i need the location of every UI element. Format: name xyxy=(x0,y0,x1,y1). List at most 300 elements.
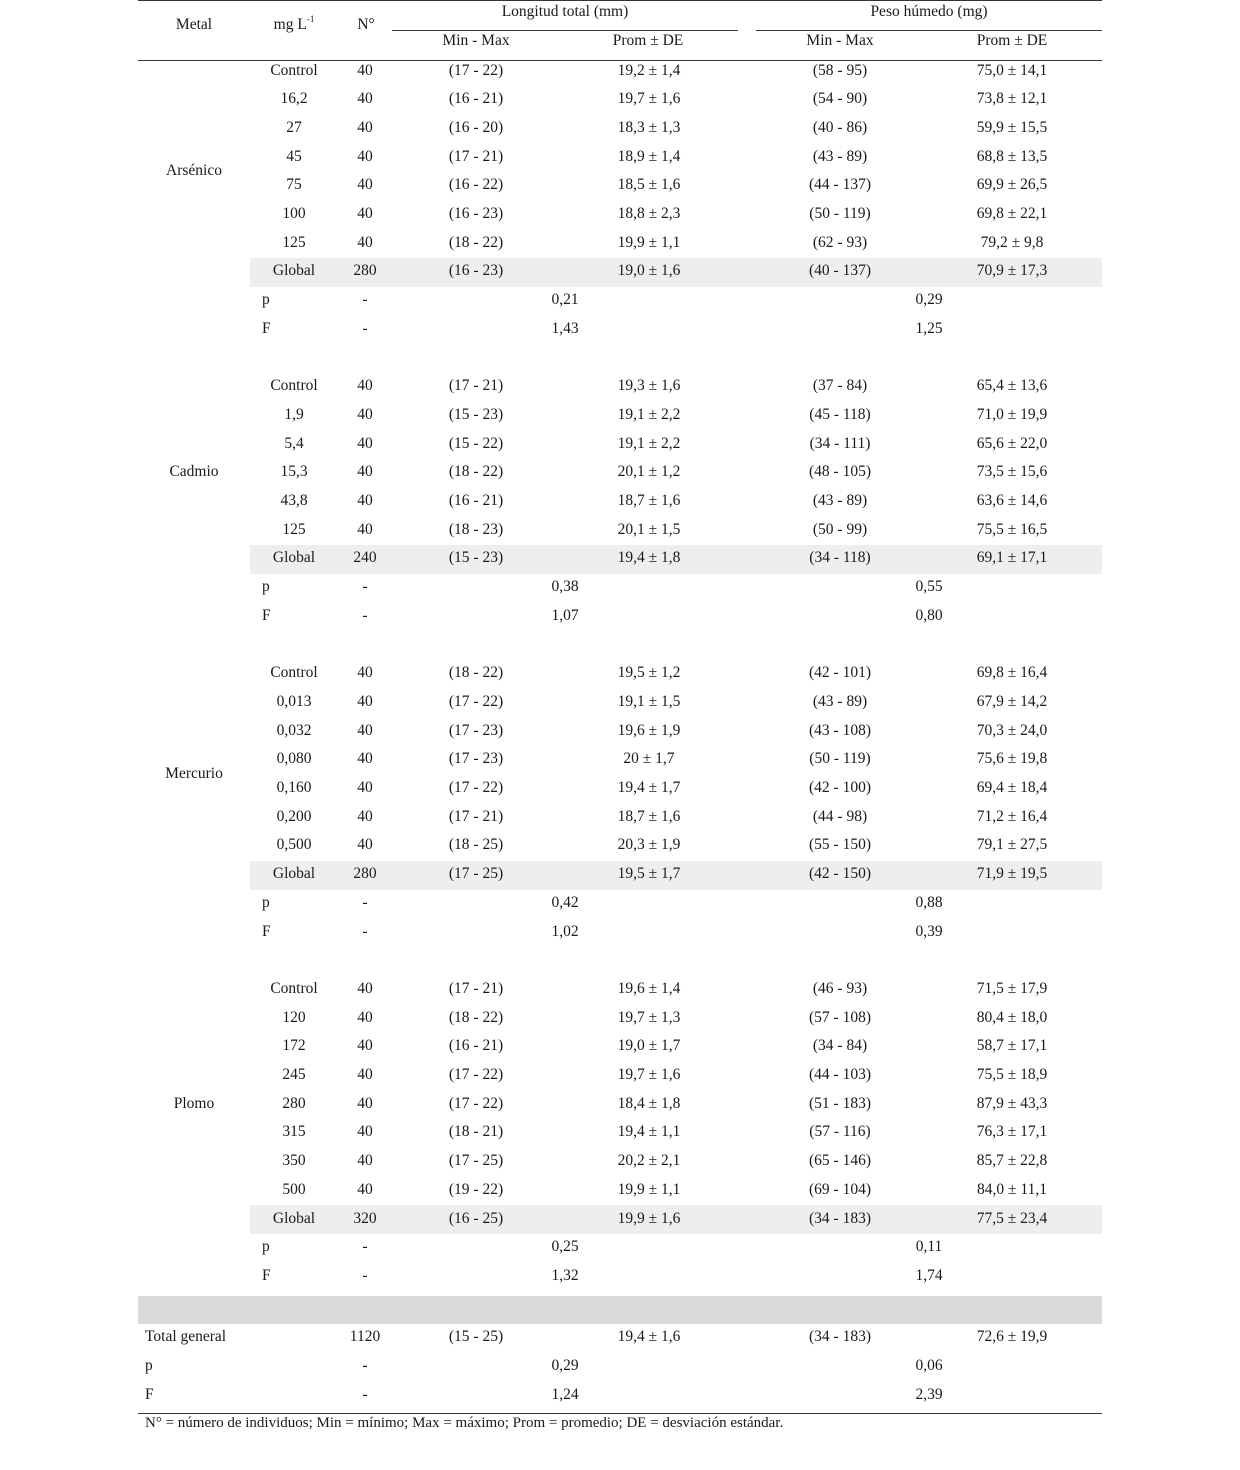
conc-cell: 0,032 xyxy=(276,721,312,739)
conc-cell: 0,160 xyxy=(276,779,312,796)
f-row xyxy=(138,1381,1102,1410)
table-row xyxy=(138,774,1102,803)
weight-range-cell: (42 - 150) xyxy=(809,865,871,883)
f-label: F xyxy=(262,922,271,940)
length-range-cell: (16 - 20) xyxy=(448,118,504,136)
table-row xyxy=(138,659,1102,688)
weight-mean-cell: 69,8 ± 16,4 xyxy=(976,664,1048,682)
global-row xyxy=(138,257,1102,286)
p-row xyxy=(138,889,1102,918)
weight-range-cell: (40 - 137) xyxy=(809,262,871,280)
f-row xyxy=(138,315,1102,344)
conc-cell: 0,080 xyxy=(276,750,312,768)
conc-cell: 172 xyxy=(282,1037,306,1055)
n-cell: 40 xyxy=(357,1180,373,1198)
global-label: Global xyxy=(272,1209,316,1227)
n-cell: - xyxy=(362,319,368,337)
length-range-cell: (16 - 21) xyxy=(448,90,504,108)
total-row xyxy=(138,1323,1102,1352)
metal-label: Plomo xyxy=(173,1094,215,1112)
length-mean-cell: 20,1 ± 1,5 xyxy=(617,520,681,538)
conc-cell: 27 xyxy=(286,118,302,136)
length-range-cell: (19 - 22) xyxy=(448,1180,504,1198)
weight-p-value: 0,55 xyxy=(915,578,943,596)
global-row xyxy=(138,860,1102,889)
total-label: Total general xyxy=(145,1328,227,1346)
n-cell: 40 xyxy=(357,405,373,423)
header-conc-sup: -1 xyxy=(306,14,315,24)
table-row xyxy=(138,831,1102,860)
n-cell: 40 xyxy=(357,664,373,682)
global-label: Global xyxy=(272,865,316,883)
weight-range-cell: (44 - 98) xyxy=(812,807,868,825)
weight-f-value: 0,39 xyxy=(915,922,943,940)
conc-cell: 100 xyxy=(282,205,306,222)
weight-mean-cell: 73,8 ± 12,1 xyxy=(976,90,1048,108)
length-mean-cell: 19,5 ± 1,2 xyxy=(617,664,681,682)
length-mean-cell: 19,1 ± 1,5 xyxy=(617,692,681,710)
length-mean-cell: 19,6 ± 1,4 xyxy=(617,979,681,997)
table-row xyxy=(138,1032,1102,1061)
header-l-minmax: Min - Max xyxy=(442,32,510,49)
weight-mean-cell: 67,9 ± 14,2 xyxy=(976,692,1048,710)
weight-mean-cell: 71,5 ± 17,9 xyxy=(976,979,1048,997)
length-range-cell: (17 - 23) xyxy=(448,721,504,739)
n-cell: 280 xyxy=(353,865,377,883)
table-row xyxy=(138,1118,1102,1147)
weight-mean-cell: 69,9 ± 26,5 xyxy=(976,176,1048,194)
weight-range-cell: (51 - 183) xyxy=(809,1094,871,1112)
weight-p-value: 0,88 xyxy=(915,893,943,911)
length-mean-cell: 19,2 ± 1,4 xyxy=(617,61,681,79)
weight-mean-cell: 71,9 ± 19,5 xyxy=(976,865,1048,883)
weight-range-cell: (57 - 108) xyxy=(809,1008,871,1026)
f-label: F xyxy=(262,606,271,624)
weight-mean-cell: 72,6 ± 19,9 xyxy=(976,1328,1048,1346)
table-row xyxy=(138,1090,1102,1119)
n-cell: 40 xyxy=(357,434,373,452)
header-p-minmax: Min - Max xyxy=(806,32,874,49)
length-mean-cell: 20,1 ± 1,2 xyxy=(617,463,681,481)
conc-cell: Control xyxy=(270,377,318,395)
weight-f-value: 2,39 xyxy=(915,1385,943,1403)
p-label: p xyxy=(262,578,270,596)
n-cell: 40 xyxy=(357,492,373,509)
weight-range-cell: (42 - 101) xyxy=(809,664,871,682)
conc-cell: 280 xyxy=(282,1094,306,1112)
length-range-cell: (16 - 21) xyxy=(448,1037,504,1055)
n-cell: 280 xyxy=(353,262,377,280)
weight-range-cell: (34 - 183) xyxy=(809,1328,871,1346)
table-row xyxy=(138,229,1102,258)
n-cell: 40 xyxy=(357,1037,373,1055)
weight-mean-cell: 58,7 ± 17,1 xyxy=(976,1037,1048,1055)
length-mean-cell: 20,3 ± 1,9 xyxy=(617,836,681,854)
f-label: F xyxy=(145,1385,154,1403)
length-mean-cell: 19,1 ± 2,2 xyxy=(617,434,681,452)
length-mean-cell: 18,9 ± 1,4 xyxy=(617,147,681,165)
weight-range-cell: (50 - 119) xyxy=(809,205,871,222)
header-l-promde: Prom ± DE xyxy=(612,32,684,49)
length-mean-cell: 19,0 ± 1,6 xyxy=(617,262,681,280)
n-cell: 40 xyxy=(357,1123,373,1141)
bottom-rule xyxy=(138,1413,1102,1414)
length-mean-cell: 18,5 ± 1,6 xyxy=(617,176,681,194)
p-row xyxy=(138,286,1102,315)
conc-cell: 125 xyxy=(282,520,306,538)
weight-range-cell: (69 - 104) xyxy=(809,1180,871,1198)
length-mean-cell: 19,3 ± 1,6 xyxy=(617,377,681,395)
n-cell: 40 xyxy=(357,61,373,79)
table-row xyxy=(138,430,1102,459)
weight-range-cell: (43 - 89) xyxy=(812,147,868,165)
weight-range-cell: (43 - 89) xyxy=(812,492,868,509)
length-range-cell: (16 - 21) xyxy=(448,492,504,509)
n-cell: 40 xyxy=(357,1094,373,1112)
n-cell: 40 xyxy=(357,118,373,136)
weight-mean-cell: 73,5 ± 15,6 xyxy=(976,463,1048,481)
conc-cell: 75 xyxy=(286,176,302,194)
weight-mean-cell: 75,6 ± 19,8 xyxy=(976,750,1048,768)
weight-mean-cell: 87,9 ± 43,3 xyxy=(976,1094,1048,1112)
length-range-cell: (17 - 22) xyxy=(448,779,504,796)
weight-mean-cell: 77,5 ± 23,4 xyxy=(976,1209,1048,1227)
length-mean-cell: 19,4 ± 1,1 xyxy=(617,1123,681,1141)
table-row xyxy=(138,57,1102,86)
length-mean-cell: 18,8 ± 2,3 xyxy=(617,205,681,222)
length-range-cell: (18 - 22) xyxy=(448,1008,504,1026)
weight-range-cell: (37 - 84) xyxy=(812,377,868,395)
metal-label: Cadmio xyxy=(169,463,219,481)
weight-range-cell: (45 - 118) xyxy=(809,405,871,423)
conc-cell: 16,2 xyxy=(280,90,308,108)
weight-range-cell: (65 - 146) xyxy=(809,1152,871,1170)
table-row xyxy=(138,1004,1102,1033)
f-row xyxy=(138,1262,1102,1291)
length-range-cell: (16 - 23) xyxy=(448,205,504,222)
length-range-cell: (16 - 22) xyxy=(448,176,504,194)
weight-mean-cell: 65,6 ± 22,0 xyxy=(976,434,1048,452)
weight-mean-cell: 75,0 ± 14,1 xyxy=(976,61,1048,79)
length-range-cell: (17 - 23) xyxy=(448,750,504,768)
metal-label: Mercurio xyxy=(165,764,223,782)
weight-mean-cell: 63,6 ± 14,6 xyxy=(976,492,1048,509)
table-row xyxy=(138,143,1102,172)
length-p-value: 0,38 xyxy=(551,578,579,596)
p-row xyxy=(138,1233,1102,1262)
n-cell: 40 xyxy=(357,1008,373,1026)
header-metal: Metal xyxy=(175,16,213,33)
length-mean-cell: 19,1 ± 2,2 xyxy=(617,405,681,423)
n-cell: - xyxy=(362,922,368,940)
peso-rule xyxy=(756,30,1102,31)
weight-mean-cell: 79,2 ± 9,8 xyxy=(980,233,1044,251)
weight-f-value: 1,25 xyxy=(915,319,943,337)
conc-cell: 245 xyxy=(282,1066,306,1083)
table-row xyxy=(138,171,1102,200)
length-range-cell: (15 - 23) xyxy=(448,405,504,423)
n-cell: 40 xyxy=(357,205,373,222)
weight-mean-cell: 80,4 ± 18,0 xyxy=(976,1008,1048,1026)
weight-range-cell: (57 - 116) xyxy=(809,1123,871,1141)
table-row xyxy=(138,516,1102,545)
length-range-cell: (17 - 22) xyxy=(448,61,504,79)
weight-mean-cell: 68,8 ± 13,5 xyxy=(976,147,1048,165)
weight-mean-cell: 69,1 ± 17,1 xyxy=(976,549,1048,567)
weight-mean-cell: 69,8 ± 22,1 xyxy=(976,205,1048,222)
f-row xyxy=(138,918,1102,947)
weight-mean-cell: 79,1 ± 27,5 xyxy=(976,836,1048,854)
table-row xyxy=(138,372,1102,401)
weight-range-cell: (44 - 137) xyxy=(809,176,871,194)
weight-range-cell: (34 - 111) xyxy=(809,434,871,452)
length-range-cell: (17 - 25) xyxy=(448,1152,504,1170)
length-mean-cell: 19,7 ± 1,6 xyxy=(617,90,681,108)
weight-range-cell: (50 - 99) xyxy=(812,520,868,538)
weight-range-cell: (62 - 93) xyxy=(812,233,868,251)
table-row xyxy=(138,85,1102,114)
length-range-cell: (17 - 25) xyxy=(448,865,504,883)
length-f-value: 1,02 xyxy=(551,922,579,940)
header-conc xyxy=(250,16,338,34)
p-label: p xyxy=(262,291,270,309)
conc-cell: 350 xyxy=(282,1152,306,1170)
length-f-value: 1,07 xyxy=(551,606,579,624)
length-mean-cell: 19,5 ± 1,7 xyxy=(617,865,681,883)
n-cell: 40 xyxy=(357,692,373,710)
n-cell: 40 xyxy=(357,233,373,251)
f-row xyxy=(138,602,1102,631)
length-range-cell: (18 - 22) xyxy=(448,463,504,481)
weight-mean-cell: 71,2 ± 16,4 xyxy=(976,807,1048,825)
conc-cell: Control xyxy=(270,979,318,997)
global-row xyxy=(138,544,1102,573)
length-range-cell: (17 - 21) xyxy=(448,979,504,997)
length-range-cell: (17 - 22) xyxy=(448,692,504,710)
conc-cell: 43,8 xyxy=(280,492,308,509)
n-cell: 40 xyxy=(357,520,373,538)
separator-bar xyxy=(138,1296,1102,1324)
n-cell: 40 xyxy=(357,377,373,395)
table-row xyxy=(138,975,1102,1004)
length-f-value: 1,32 xyxy=(551,1266,579,1284)
n-cell: 40 xyxy=(357,750,373,768)
conc-cell: Control xyxy=(270,61,318,79)
n-cell: - xyxy=(362,291,368,309)
n-cell: 40 xyxy=(357,147,373,165)
length-mean-cell: 19,0 ± 1,7 xyxy=(617,1037,681,1055)
weight-f-value: 1,74 xyxy=(915,1266,943,1284)
n-cell: 40 xyxy=(357,176,373,194)
n-cell: 40 xyxy=(357,463,373,481)
weight-range-cell: (46 - 93) xyxy=(812,979,868,997)
p-label: p xyxy=(145,1357,153,1374)
weight-f-value: 0,80 xyxy=(915,606,943,624)
n-cell: - xyxy=(362,1238,368,1256)
weight-range-cell: (48 - 105) xyxy=(809,463,871,481)
n-cell: 40 xyxy=(357,836,373,854)
header-n: N° xyxy=(357,16,375,33)
n-cell: 1120 xyxy=(349,1328,381,1346)
length-mean-cell: 19,6 ± 1,9 xyxy=(617,721,681,739)
table-row xyxy=(138,688,1102,717)
length-range-cell: (18 - 22) xyxy=(448,664,504,682)
length-range-cell: (18 - 22) xyxy=(448,233,504,251)
n-cell: 40 xyxy=(357,1066,373,1083)
weight-mean-cell: 84,0 ± 11,1 xyxy=(977,1180,1047,1198)
weight-range-cell: (42 - 100) xyxy=(809,779,871,796)
length-mean-cell: 20,2 ± 2,1 xyxy=(617,1152,681,1170)
weight-mean-cell: 70,9 ± 17,3 xyxy=(976,262,1048,280)
f-label: F xyxy=(262,319,271,337)
length-range-cell: (17 - 21) xyxy=(448,807,504,825)
conc-cell: 45 xyxy=(286,147,302,165)
conc-cell: 15,3 xyxy=(280,463,308,481)
conc-cell: 5,4 xyxy=(284,434,304,452)
length-mean-cell: 18,7 ± 1,6 xyxy=(617,807,681,825)
n-cell: - xyxy=(362,1385,368,1403)
weight-mean-cell: 70,3 ± 24,0 xyxy=(976,721,1048,739)
table-row xyxy=(138,803,1102,832)
weight-range-cell: (43 - 108) xyxy=(809,721,871,739)
n-cell: 320 xyxy=(353,1209,377,1227)
n-cell: - xyxy=(362,893,368,911)
table-row xyxy=(138,1176,1102,1205)
length-mean-cell: 19,7 ± 1,3 xyxy=(617,1008,681,1026)
footnote: N° = número de individuos; Min = mínimo; Max = máximo; Prom = promedio; DE = desviación estándar. xyxy=(145,1415,784,1432)
weight-p-value: 0,11 xyxy=(915,1238,943,1256)
table-row xyxy=(138,1147,1102,1176)
length-mean-cell: 19,9 ± 1,1 xyxy=(617,1180,681,1198)
length-mean-cell: 19,4 ± 1,6 xyxy=(617,1328,681,1346)
conc-cell: 1,9 xyxy=(284,405,304,423)
weight-range-cell: (55 - 150) xyxy=(809,836,871,854)
length-mean-cell: 18,3 ± 1,3 xyxy=(617,118,681,136)
global-label: Global xyxy=(272,262,316,280)
p-row xyxy=(138,1352,1102,1381)
conc-cell: 315 xyxy=(282,1123,306,1141)
conc-cell: Control xyxy=(270,664,318,682)
length-p-value: 0,21 xyxy=(551,291,579,309)
table-row xyxy=(138,114,1102,143)
length-mean-cell: 18,7 ± 1,6 xyxy=(617,492,681,509)
table-row xyxy=(138,487,1102,516)
length-mean-cell: 19,9 ± 1,1 xyxy=(617,233,681,251)
f-label: F xyxy=(262,1266,271,1284)
weight-range-cell: (54 - 90) xyxy=(812,90,868,108)
n-cell: - xyxy=(362,1357,368,1374)
length-range-cell: (17 - 21) xyxy=(448,377,504,395)
length-range-cell: (18 - 21) xyxy=(448,1123,504,1141)
weight-mean-cell: 71,0 ± 19,9 xyxy=(976,405,1048,423)
longitud-rule xyxy=(392,30,738,31)
weight-range-cell: (50 - 119) xyxy=(809,750,871,768)
length-mean-cell: 19,4 ± 1,8 xyxy=(617,549,681,567)
length-range-cell: (15 - 25) xyxy=(448,1328,504,1346)
conc-cell: 0,200 xyxy=(276,807,312,825)
length-range-cell: (16 - 25) xyxy=(448,1209,504,1227)
weight-mean-cell: 85,7 ± 22,8 xyxy=(976,1152,1048,1170)
weight-mean-cell: 65,4 ± 13,6 xyxy=(976,377,1048,395)
length-range-cell: (15 - 23) xyxy=(448,549,504,567)
weight-range-cell: (34 - 118) xyxy=(809,549,871,567)
length-f-value: 1,43 xyxy=(551,319,579,337)
table-row xyxy=(138,717,1102,746)
metal-label: Arsénico xyxy=(166,161,222,179)
table-row xyxy=(138,401,1102,430)
global-label: Global xyxy=(272,549,316,567)
n-cell: - xyxy=(362,1266,368,1284)
weight-range-cell: (34 - 183) xyxy=(809,1209,871,1227)
weight-range-cell: (44 - 103) xyxy=(809,1066,871,1083)
length-range-cell: (17 - 21) xyxy=(448,147,504,165)
weight-range-cell: (43 - 89) xyxy=(812,692,868,710)
length-range-cell: (17 - 22) xyxy=(448,1094,504,1112)
length-f-value: 1,24 xyxy=(551,1385,579,1403)
header-conc-text: mg L xyxy=(273,16,307,33)
table-row xyxy=(138,458,1102,487)
n-cell: 40 xyxy=(357,1152,373,1170)
weight-mean-cell: 75,5 ± 16,5 xyxy=(976,520,1048,538)
n-cell: 40 xyxy=(357,979,373,997)
n-cell: 40 xyxy=(357,779,373,796)
header-peso: Peso húmedo (mg) xyxy=(870,3,988,20)
weight-range-cell: (34 - 84) xyxy=(812,1037,868,1055)
conc-cell: 0,013 xyxy=(276,692,312,710)
length-range-cell: (15 - 22) xyxy=(448,434,504,452)
weight-p-value: 0,06 xyxy=(915,1357,943,1374)
length-mean-cell: 19,7 ± 1,6 xyxy=(617,1066,681,1083)
length-range-cell: (18 - 25) xyxy=(448,836,504,854)
n-cell: 40 xyxy=(357,90,373,108)
table-row xyxy=(138,745,1102,774)
length-mean-cell: 20 ± 1,7 xyxy=(623,750,675,768)
length-p-value: 0,29 xyxy=(551,1357,579,1374)
conc-cell: 120 xyxy=(282,1008,306,1026)
top-rule xyxy=(138,0,1102,1)
conc-cell: 125 xyxy=(282,233,306,251)
global-row xyxy=(138,1205,1102,1234)
weight-mean-cell: 59,9 ± 15,5 xyxy=(976,118,1048,136)
header-p-promde: Prom ± DE xyxy=(976,32,1048,49)
length-range-cell: (16 - 23) xyxy=(448,262,504,280)
weight-mean-cell: 69,4 ± 18,4 xyxy=(976,779,1048,796)
n-cell: 40 xyxy=(357,721,373,739)
p-row xyxy=(138,573,1102,602)
weight-mean-cell: 75,5 ± 18,9 xyxy=(976,1066,1048,1083)
length-mean-cell: 19,9 ± 1,6 xyxy=(617,1209,681,1227)
n-cell: - xyxy=(362,578,368,596)
header-longitud: Longitud total (mm) xyxy=(501,3,629,20)
weight-p-value: 0,29 xyxy=(915,291,943,309)
n-cell: 40 xyxy=(357,807,373,825)
weight-mean-cell: 76,3 ± 17,1 xyxy=(976,1123,1048,1141)
weight-range-cell: (58 - 95) xyxy=(812,61,868,79)
length-p-value: 0,42 xyxy=(551,893,579,911)
n-cell: 240 xyxy=(353,549,377,567)
length-p-value: 0,25 xyxy=(551,1238,579,1256)
weight-range-cell: (40 - 86) xyxy=(812,118,868,136)
length-mean-cell: 18,4 ± 1,8 xyxy=(617,1094,681,1112)
length-range-cell: (17 - 22) xyxy=(448,1066,504,1083)
conc-cell: 0,500 xyxy=(276,836,312,854)
table-row xyxy=(138,200,1102,229)
table-row xyxy=(138,1061,1102,1090)
length-range-cell: (18 - 23) xyxy=(448,520,504,538)
n-cell: - xyxy=(362,606,368,624)
length-mean-cell: 19,4 ± 1,7 xyxy=(617,779,681,796)
p-label: p xyxy=(262,893,270,911)
